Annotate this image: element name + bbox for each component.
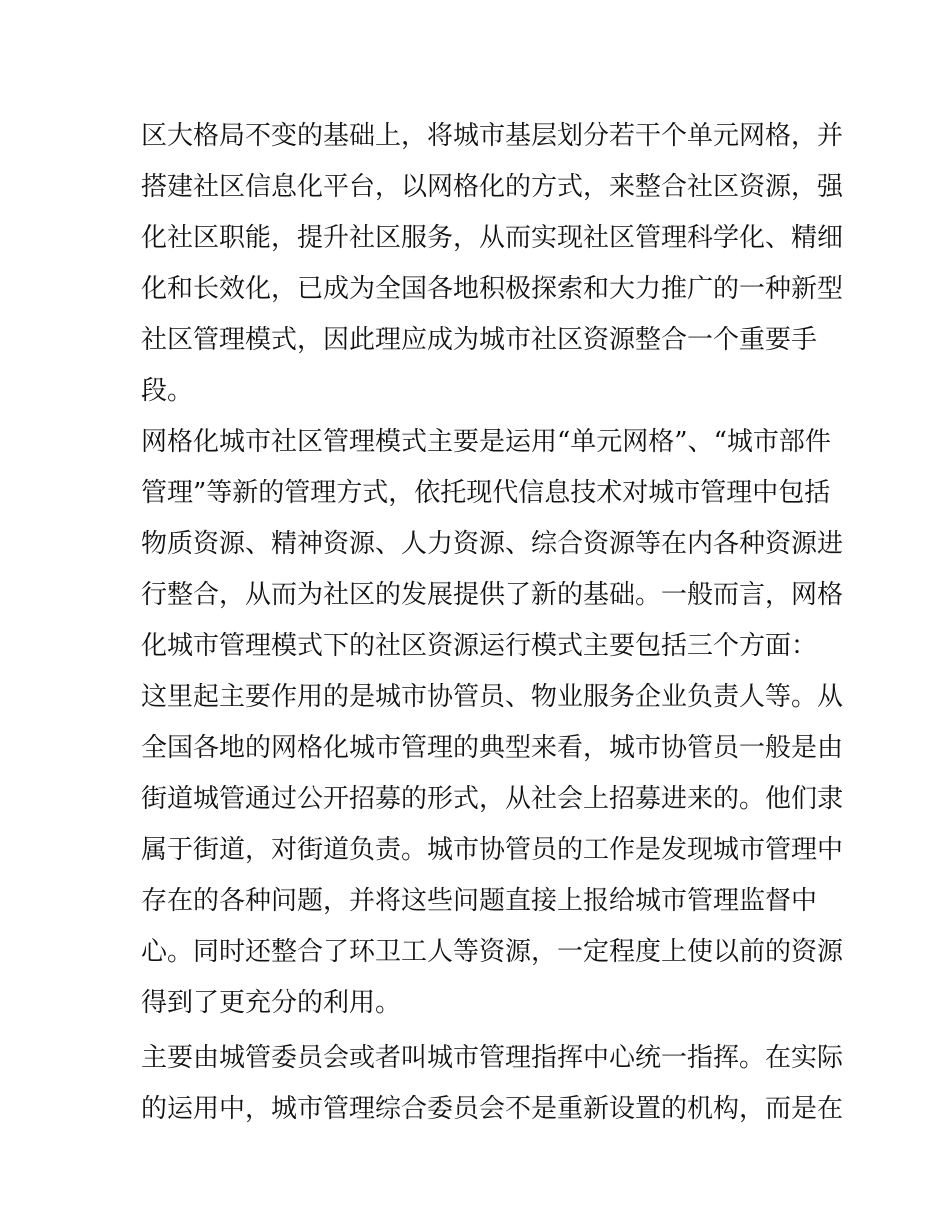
text-line: 段。 xyxy=(141,376,194,406)
text-line: 搭建社区信息化平台，以网格化的方式，来整合社区资源，强 xyxy=(141,172,844,202)
text-line: 行整合，从而为社区的发展提供了新的基础。一般而言，网格 xyxy=(141,580,844,610)
text-line: 化和长效化，已成为全国各地积极探索和大力推广的一种新型 xyxy=(141,274,844,304)
paragraph-grid-management-intro xyxy=(141,111,844,417)
text-line: 全国各地的网格化城市管理的典型来看，城市协管员一般是由 xyxy=(141,733,844,763)
text-line: 物质资源、精神资源、人力资源、综合资源等在内各种资源进 xyxy=(141,529,844,559)
text-line: 管理”等新的管理方式，依托现代信息技术对城市管理中包括 xyxy=(141,478,831,508)
text-line: 主要由城管委员会或者叫城市管理指挥中心统一指挥。在实际 xyxy=(141,1043,844,1073)
text-line: 化城市管理模式下的社区资源运行模式主要包括三个方面： xyxy=(141,631,818,661)
paragraph-command-center xyxy=(141,1033,844,1135)
text-line: 街道城管通过公开招募的形式，从社会上招募进来的。他们隶 xyxy=(141,784,844,814)
paragraph-city-coordinators xyxy=(141,672,844,1029)
document-body xyxy=(141,111,844,1135)
text-line: 社区管理模式，因此理应成为城市社区资源整合一个重要手 xyxy=(141,325,818,355)
paragraph-grid-management-model xyxy=(141,417,844,672)
text-line: 的运用中，城市管理综合委员会不是重新设置的机构，而是在 xyxy=(141,1094,844,1124)
text-line: 存在的各种问题，并将这些问题直接上报给城市管理监督中 xyxy=(141,886,818,916)
text-line: 区大格局不变的基础上，将城市基层划分若干个单元网格，并 xyxy=(141,121,844,151)
text-line: 化社区职能，提升社区服务，从而实现社区管理科学化、精细 xyxy=(141,223,844,253)
text-line: 心。同时还整合了环卫工人等资源，一定程度上使以前的资源 xyxy=(141,937,844,967)
text-line: 得到了更充分的利用。 xyxy=(141,988,402,1018)
text-line: 网格化城市社区管理模式主要是运用“单元网格”、“城市部件 xyxy=(141,427,831,457)
text-line: 属于街道，对街道负责。城市协管员的工作是发现城市管理中 xyxy=(141,835,844,865)
text-line: 这里起主要作用的是城市协管员、物业服务企业负责人等。从 xyxy=(141,682,844,712)
